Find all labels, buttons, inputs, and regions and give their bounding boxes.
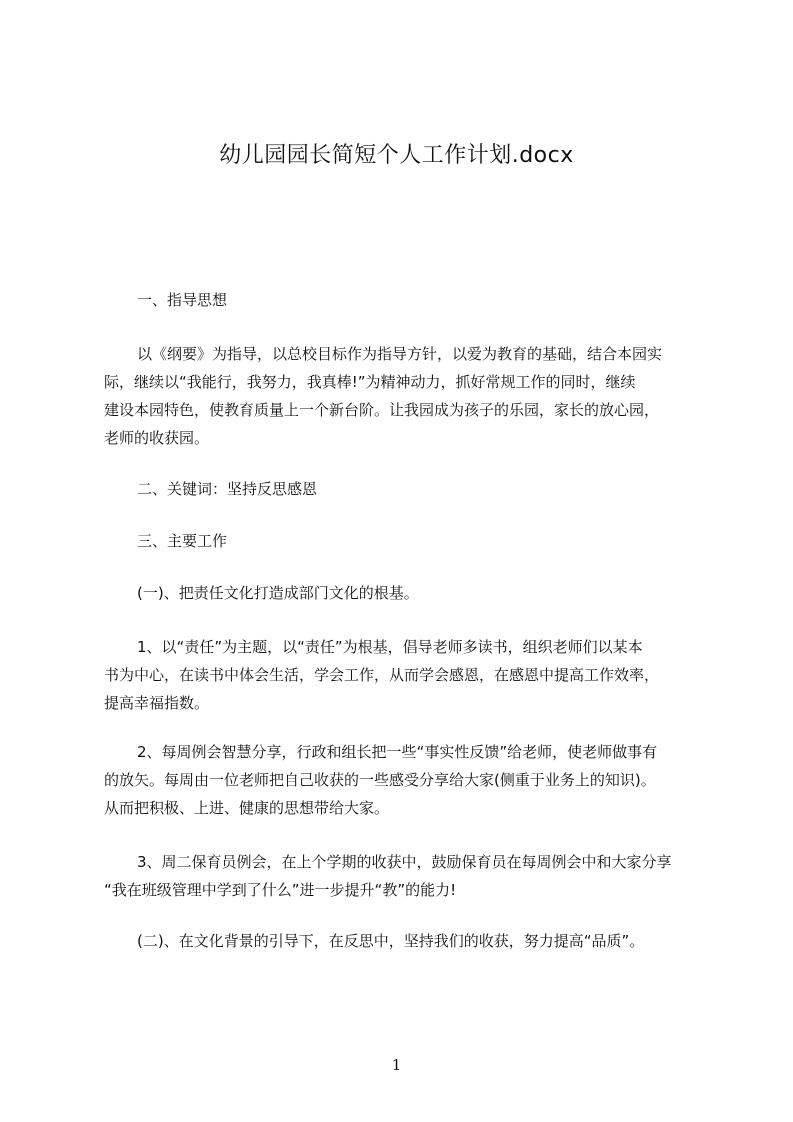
paragraph-line: 2、每周例会智慧分享，行政和组长把一些“事实性反馈”给老师，使老师做事有	[137, 743, 658, 761]
section-heading-main-work: 三、主要工作	[137, 532, 228, 550]
paragraph-line: 提高幸福指数。	[104, 694, 210, 712]
subsection-heading-responsibility-culture: (一)、把责任文化打造成部门文化的根基。	[137, 584, 419, 602]
paragraph-line: 老师的收获园。	[104, 429, 210, 447]
paragraph-item-3	[104, 848, 722, 904]
paragraph-line: “我在班级管理中学到了什么”进一步提升“教”的能力!	[104, 881, 457, 899]
paragraph-line: 以《纲要》为指导，以总校目标作为指导方针，以爱为教育的基础，结合本园实	[137, 345, 663, 363]
paragraph-line: 际，继续以“我能行，我努力，我真棒!”为精神动力，抓好常规工作的同时，继续	[104, 373, 636, 391]
paragraph-line: 从而把积极、上进、健康的思想带给大家。	[104, 799, 390, 817]
section-heading-keywords: 二、关键词：坚持反思感恩	[137, 480, 318, 498]
document-title: 幼儿园园长简短个人工作计划.docx	[219, 143, 574, 168]
paragraph-line: 书为中心，在读书中体会生活，学会工作，从而学会感恩，在感恩中提高工作效率，	[104, 666, 660, 684]
paragraph-line: 的放矢。每周由一位老师把自己收获的一些感受分享给大家(侧重于业务上的知识)。	[104, 771, 656, 789]
paragraph-item-1	[104, 633, 722, 717]
paragraph-line: 1、以“责任”为主题，以“责任”为根基，倡导老师多读书，组织老师们以某本	[137, 638, 643, 656]
subsection-heading-quality: (二)、在文化背景的引导下，在反思中，坚持我们的收获，努力提高“品质”。	[137, 932, 645, 950]
paragraph-line: 建设本园特色，使教育质量上一个新台阶。让我园成为孩子的乐园，家长的放心园，	[104, 401, 660, 419]
page-number: 1	[391, 1056, 402, 1074]
section-heading-guiding-ideology: 一、指导思想	[137, 291, 228, 309]
paragraph-guiding-ideology	[104, 340, 722, 452]
paragraph-item-2	[104, 738, 722, 822]
paragraph-line: 3、周二保育员例会，在上个学期的收获中，鼓励保育员在每周例会中和大家分享	[137, 853, 672, 871]
